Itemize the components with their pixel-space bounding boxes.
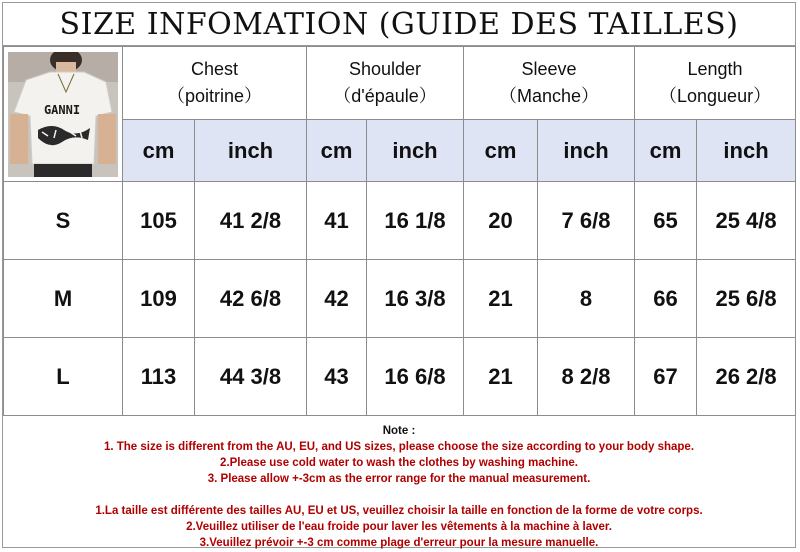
cell-sleeve-inch: 7 6/8 bbox=[538, 182, 635, 260]
unit-inch-sleeve: inch bbox=[538, 120, 635, 182]
cell-chest-inch: 44 3/8 bbox=[195, 338, 307, 416]
cell-shoulder-cm: 43 bbox=[307, 338, 367, 416]
cell-chest-inch: 42 6/8 bbox=[195, 260, 307, 338]
header-shoulder bbox=[307, 47, 464, 120]
cell-chest-cm: 105 bbox=[123, 182, 195, 260]
header-shoulder-en: Shoulder bbox=[348, 59, 422, 79]
table-row-m bbox=[4, 260, 796, 338]
header-length bbox=[635, 47, 796, 120]
notes-section bbox=[3, 423, 795, 548]
product-photo bbox=[8, 52, 118, 177]
notes-title: Note : bbox=[382, 425, 416, 437]
note-fr-2: 2.Veuillez utiliser de l'eau froide pour laver les vêtements à la machine à laver. bbox=[186, 521, 612, 533]
cell-sleeve-inch: 8 bbox=[538, 260, 635, 338]
cell-sleeve-inch: 8 2/8 bbox=[538, 338, 635, 416]
header-shoulder-fr: （d'épaule） bbox=[333, 86, 437, 106]
size-table bbox=[3, 46, 796, 416]
unit-cm-chest: cm bbox=[123, 120, 195, 182]
cell-sleeve-cm: 21 bbox=[464, 338, 538, 416]
note-fr-1: 1.La taille est différente des tailles AU, EU et US, veuillez choisir la taille en fonction de la forme de votre corps. bbox=[95, 505, 703, 517]
table-row-s bbox=[4, 182, 796, 260]
unit-cm-shoulder: cm bbox=[307, 120, 367, 182]
cell-length-cm: 65 bbox=[635, 182, 697, 260]
unit-cm-sleeve: cm bbox=[464, 120, 538, 182]
unit-inch-chest: inch bbox=[195, 120, 307, 182]
size-label: L bbox=[4, 338, 123, 416]
size-label: M bbox=[4, 260, 123, 338]
header-chest-en: Chest bbox=[190, 59, 239, 79]
cell-sleeve-cm: 21 bbox=[464, 260, 538, 338]
cell-shoulder-inch: 16 1/8 bbox=[367, 182, 464, 260]
cell-chest-cm: 109 bbox=[123, 260, 195, 338]
notes-spacer bbox=[3, 487, 795, 503]
header-chest-fr: （poitrine） bbox=[166, 86, 263, 106]
cell-sleeve-cm: 20 bbox=[464, 182, 538, 260]
header-sleeve-fr: （Manche） bbox=[499, 86, 600, 106]
note-en-1: 1. The size is different from the AU, EU, and US sizes, please choose the size according to your body shape. bbox=[103, 441, 695, 453]
cell-shoulder-cm: 42 bbox=[307, 260, 367, 338]
cell-chest-inch: 41 2/8 bbox=[195, 182, 307, 260]
cell-length-inch: 25 4/8 bbox=[697, 182, 796, 260]
note-fr-3: 3.Veuillez prévoir +-3 cm comme plage d'erreur pour la mesure manuelle. bbox=[199, 537, 599, 549]
header-sleeve-en: Sleeve bbox=[521, 59, 577, 79]
cell-length-inch: 25 6/8 bbox=[697, 260, 796, 338]
table-row-l bbox=[4, 338, 796, 416]
size-label: S bbox=[4, 182, 123, 260]
note-en-3: 3. Please allow +-3cm as the error range for the manual measurement. bbox=[207, 473, 591, 485]
cell-shoulder-inch: 16 3/8 bbox=[367, 260, 464, 338]
cell-chest-cm: 113 bbox=[123, 338, 195, 416]
cell-length-inch: 26 2/8 bbox=[697, 338, 796, 416]
cell-shoulder-inch: 16 6/8 bbox=[367, 338, 464, 416]
header-length-fr: （Longueur） bbox=[659, 86, 772, 106]
page-title: SIZE INFOMATION (GUIDE DES TAILLES) bbox=[59, 6, 739, 42]
shirt-print-text: GANNI bbox=[43, 102, 81, 117]
cell-shoulder-cm: 41 bbox=[307, 182, 367, 260]
header-sleeve bbox=[464, 47, 635, 120]
product-photo-cell bbox=[4, 47, 123, 182]
header-chest bbox=[123, 47, 307, 120]
note-en-2: 2.Please use cold water to wash the clothes by washing machine. bbox=[220, 457, 578, 469]
header-length-en: Length bbox=[687, 59, 743, 79]
cell-length-cm: 67 bbox=[635, 338, 697, 416]
unit-cm-length: cm bbox=[635, 120, 697, 182]
cell-length-cm: 66 bbox=[635, 260, 697, 338]
unit-inch-shoulder: inch bbox=[367, 120, 464, 182]
unit-inch-length: inch bbox=[697, 120, 796, 182]
